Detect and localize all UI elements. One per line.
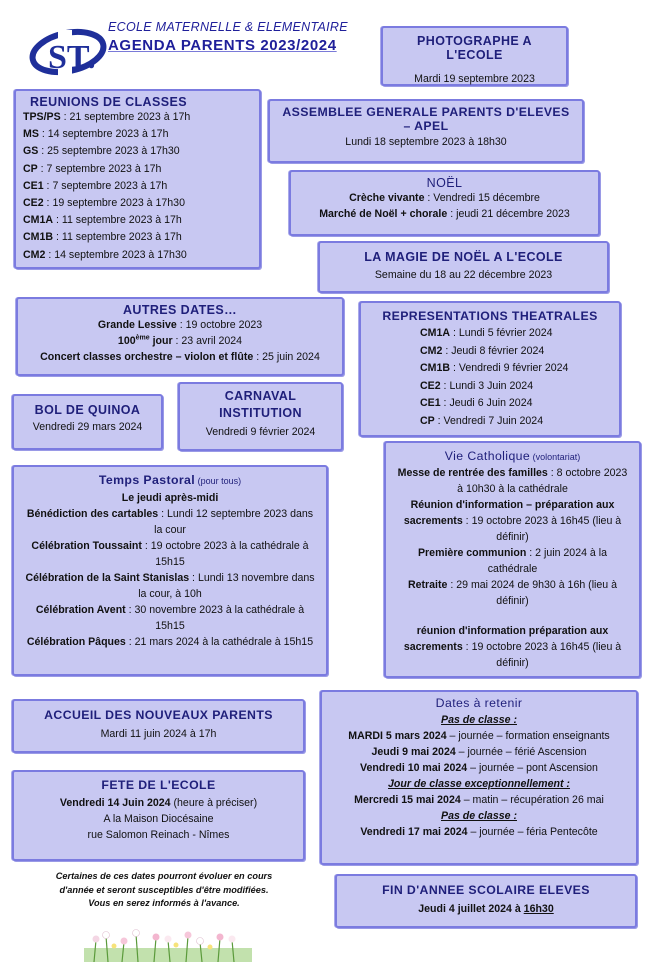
autres-label-1: Grande Lessive (97, 319, 177, 331)
reunion-row-label: CM2 (23, 248, 46, 261)
reunion-row (23, 229, 252, 246)
reunion-row-value: : 25 septembre 2023 à 17h30 (38, 145, 180, 158)
noel-label-2: Marché de Noël + chorale (319, 208, 448, 220)
autres-sup-2: ème (135, 334, 150, 342)
theatre-row-label: CM2 (420, 344, 443, 357)
assemblee-date: Lundi 18 septembre 2023 à 18h30 (345, 136, 507, 148)
pastoral-heading (24, 471, 316, 489)
pas-classe-label-1: Pas de classe : (441, 714, 517, 726)
carnaval-date: Vendredi 9 février 2024 (205, 426, 316, 438)
pastoral-row-label: Bénédiction des cartables (26, 508, 159, 520)
catholique-list (396, 465, 629, 671)
retenir-row-label: Jeudi 9 mai 2024 (371, 746, 456, 758)
fin-line (343, 901, 629, 917)
jour-exceptionnel-label: Jour de classe exceptionnellement : (388, 778, 570, 790)
pastoral-row-label: Célébration Avent (35, 604, 126, 616)
catholique-row-value: : 19 octobre 2023 à 16h45 (lieu à définir) (462, 641, 622, 669)
noel-value-2: : jeudi 21 décembre 2023 (447, 208, 570, 220)
fin-time: 16h30 (523, 903, 554, 915)
quinoa-title: BOL DE QUINOA (34, 403, 141, 417)
theatre-row-value: : Lundi 5 février 2024 (450, 327, 553, 339)
assemblee-title-2: – APEL (403, 119, 449, 133)
photographe-title: PHOTOGRAPHE A L'ECOLE (417, 34, 532, 62)
theatre-box (359, 301, 621, 437)
theatre-row-value: : Lundi 3 Juin 2024 (440, 379, 534, 392)
note-line-2: d'année et seront susceptibles d'être modifiées. (59, 884, 269, 895)
flowers-illustration (84, 926, 252, 962)
pastoral-row (24, 634, 316, 650)
carnaval-title: CARNAVAL (224, 389, 297, 403)
photographe-box (381, 26, 568, 86)
pastoral-row-label: Célébration Pâques (26, 636, 126, 648)
catholique-row (396, 545, 629, 577)
reunion-row (23, 161, 252, 178)
reunion-row-label: CP (23, 162, 38, 175)
retenir-row-label: MARDI 5 mars 2024 (348, 730, 447, 742)
reunions-title: REUNIONS DE CLASSES (30, 95, 187, 109)
catholique-row (396, 465, 629, 497)
autres-value-3: : 25 juin 2024 (253, 351, 320, 363)
school-name: ECOLE MATERNELLE & ELEMENTAIRE (108, 20, 348, 34)
autres-line-3 (24, 349, 336, 365)
theatre-list (420, 325, 613, 430)
reunion-row-label: TPS/PS (23, 111, 61, 123)
reunion-row-value: : 11 septembre 2023 à 17h (53, 214, 182, 227)
catholique-row-value: : 8 octobre 2023 à 10h30 à la cathédrale (457, 467, 628, 495)
school-logo (28, 22, 108, 80)
retenir-box (320, 690, 638, 865)
photographe-date: Mardi 19 septembre 2023 (414, 73, 535, 85)
catholique-title-note: (volontariat) (530, 452, 581, 462)
reunion-row-value: : 14 septembre 2023 à 17h (38, 128, 169, 141)
catholique-box (384, 441, 641, 678)
retenir-row-last (328, 824, 630, 840)
catholique-row (396, 623, 629, 671)
pastoral-row-value: : 19 octobre 2023 à la cathédrale à 15h15 (141, 540, 309, 568)
theatre-row-value: : Jeudi 8 février 2024 (442, 344, 545, 357)
pastoral-row-value: : Lundi 13 novembre dans la cour, à 10h (138, 572, 315, 600)
reunion-row (23, 143, 252, 160)
theatre-row (420, 413, 613, 431)
retenir-title: Dates à retenir (435, 696, 523, 710)
autres-label-3: Concert classes orchestre – violon et flûte (40, 351, 254, 363)
catholique-row-label: réunion d'information préparation aux sacrements (403, 625, 609, 653)
retenir-row (328, 728, 630, 744)
disclaimer-note (14, 870, 314, 911)
pastoral-title: Temps Pastoral (98, 473, 196, 487)
fete-box (12, 770, 305, 861)
fete-line-3: rue Salomon Reinach - Nîmes (87, 829, 230, 841)
pas-classe-label-2: Pas de classe : (441, 810, 517, 822)
retenir-row-label: Vendredi 10 mai 2024 (360, 762, 468, 774)
reunion-row-label: MS (23, 128, 39, 141)
autres-label-2: jour (149, 335, 173, 347)
noel-label-1: Crèche vivante (349, 192, 425, 204)
pastoral-title-note: (pour tous) (195, 476, 242, 486)
theatre-title: REPRESENTATIONS THEATRALES (382, 309, 598, 323)
reunion-row-value: : 21 septembre 2023 à 17h (60, 111, 191, 123)
catholique-heading (396, 447, 629, 465)
retenir-row (328, 744, 630, 760)
theatre-row-value: : Vendredi 7 Juin 2024 (434, 414, 544, 427)
reunions-list (23, 109, 252, 264)
note-line-1: Certaines de ces dates pourront évoluer en cours (55, 871, 273, 881)
theatre-row-label: CM1B (420, 362, 451, 374)
retenir-row-value: – journée – férié Ascension (455, 746, 587, 758)
theatre-row-label: CE1 (420, 397, 441, 409)
reunion-row-value: : 19 septembre 2023 à 17h30 (43, 197, 185, 210)
assemblee-title: ASSEMBLEE GENERALE PARENTS D'ELEVES (282, 105, 570, 119)
magie-date: Semaine du 18 au 22 décembre 2023 (374, 269, 553, 281)
noel-line-1 (297, 190, 592, 206)
theatre-row-value: : Jeudi 6 Juin 2024 (440, 397, 533, 409)
assemblee-box (268, 99, 584, 163)
carnaval-box (178, 382, 343, 451)
accueil-box (12, 699, 305, 753)
theatre-row (420, 395, 613, 413)
reunion-row-value: : 7 septembre 2023 à 17h (43, 179, 168, 192)
noel-value-1: : Vendredi 15 décembre (424, 192, 540, 204)
catholique-row-label: Messe de rentrée des familles (397, 467, 548, 479)
pastoral-row-value: : 21 mars 2024 à la cathédrale à 15h15 (125, 636, 314, 648)
retenir-row-last-value: – journée – féria Pentecôte (467, 826, 598, 838)
pastoral-box (12, 465, 328, 676)
reunion-row-value: : 14 septembre 2023 à 17h30 (45, 248, 187, 261)
magie-box (318, 241, 609, 293)
pastoral-row-label: Célébration de la Saint Stanislas (25, 572, 190, 584)
theatre-row (420, 343, 613, 361)
autres-value-1: : 19 octobre 2023 (176, 319, 263, 331)
autres-line-2 (24, 333, 336, 349)
catholique-row-value: : 2 juin 2024 à la cathédrale (487, 547, 608, 575)
autres-num-2: 100 (117, 335, 136, 347)
catholique-row-label: Réunion d'information – préparation aux sacrements (403, 499, 615, 527)
quinoa-date: Vendredi 29 mars 2024 (32, 421, 143, 433)
logo-text: ST. (48, 39, 96, 76)
retenir-row-exc (328, 792, 630, 808)
catholique-row (396, 577, 629, 609)
autres-value-2: : 23 avril 2024 (172, 335, 243, 347)
pastoral-list (24, 506, 316, 650)
theatre-row-label: CP (420, 414, 435, 427)
retenir-row-last-label: Vendredi 17 mai 2024 (360, 826, 468, 838)
theatre-row (420, 325, 613, 343)
note-line-3: Vous en serez informés à l'avance. (88, 898, 240, 908)
theatre-row (420, 378, 613, 396)
reunion-row (23, 126, 252, 143)
pastoral-row (24, 602, 316, 634)
catholique-title: Vie Catholique (444, 449, 531, 463)
catholique-row-label: Retraite (407, 579, 448, 591)
fete-label-1: Vendredi 14 Juin 2024 (59, 797, 171, 809)
reunion-row (23, 195, 252, 212)
noel-box (289, 170, 600, 236)
reunion-row-value: : 7 septembre 2023 à 17h (37, 162, 162, 175)
fin-title: FIN D'ANNEE SCOLAIRE ELEVES (382, 883, 590, 897)
pastoral-subtitle: Le jeudi après-midi (121, 492, 219, 504)
reunion-row (23, 109, 252, 126)
carnaval-title-2: INSTITUTION (219, 406, 302, 420)
fin-date: Jeudi 4 juillet 2024 à (418, 903, 524, 915)
autres-box (16, 297, 344, 376)
retenir-list-1 (328, 728, 630, 776)
theatre-row-value: : Vendredi 9 février 2024 (450, 362, 569, 374)
retenir-row-exc-value: – matin – récupération 26 mai (460, 794, 604, 806)
reunion-row-label: GS (23, 145, 39, 158)
reunion-row (23, 212, 252, 229)
reunion-row-label: CE2 (23, 197, 44, 210)
theatre-row-label: CM1A (420, 327, 451, 339)
noel-line-2 (297, 206, 592, 222)
reunion-row (23, 247, 252, 264)
pastoral-row (24, 570, 316, 602)
retenir-row (328, 760, 630, 776)
pastoral-row-label: Célébration Toussaint (31, 540, 142, 552)
pastoral-row (24, 506, 316, 538)
pastoral-row-value: : Lundi 12 septembre 2023 dans la cour (154, 508, 314, 536)
theatre-row (420, 360, 613, 378)
page-title: AGENDA PARENTS 2023/2024 (108, 37, 337, 54)
noel-title: NOËL (426, 176, 463, 190)
catholique-row-value: : 19 octobre 2023 à 16h45 (lieu à définir) (462, 515, 622, 543)
retenir-row-value: – journée – formation enseignants (446, 730, 610, 742)
theatre-row-label: CE2 (420, 379, 441, 392)
pastoral-row-value: : 30 novembre 2023 à la cathédrale à 15h15 (125, 604, 305, 632)
accueil-date: Mardi 11 juin 2024 à 17h (100, 728, 217, 740)
magie-title: LA MAGIE DE NOËL A L'ECOLE (364, 250, 563, 264)
catholique-row-value: : 29 mai 2024 de 9h30 à 16h (lieu à définir) (447, 579, 618, 607)
fin-box (335, 874, 637, 928)
autres-title: AUTRES DATES… (122, 303, 237, 317)
retenir-row-exc-label: Mercredi 15 mai 2024 (354, 794, 461, 806)
fete-value-1: (heure à préciser) (170, 797, 258, 809)
fete-line-1 (20, 795, 297, 811)
quinoa-box (12, 394, 163, 450)
fete-title: FETE DE L'ECOLE (101, 778, 216, 792)
catholique-row (396, 497, 629, 545)
pastoral-row (24, 538, 316, 570)
fete-line-2: A la Maison Diocésaine (103, 813, 214, 825)
reunions-box (14, 89, 261, 269)
reunion-row-label: CM1B (23, 231, 54, 244)
reunion-row (23, 178, 252, 195)
accueil-title: ACCUEIL DES NOUVEAUX PARENTS (44, 708, 273, 722)
autres-line-1 (24, 317, 336, 333)
reunion-row-label: CE1 (23, 179, 44, 192)
reunion-row-label: CM1A (23, 214, 54, 227)
catholique-row-label: Première communion (417, 547, 527, 559)
retenir-row-value: – journée – pont Ascension (467, 762, 598, 774)
reunion-row-value: : 11 septembre 2023 à 17h (53, 231, 182, 244)
